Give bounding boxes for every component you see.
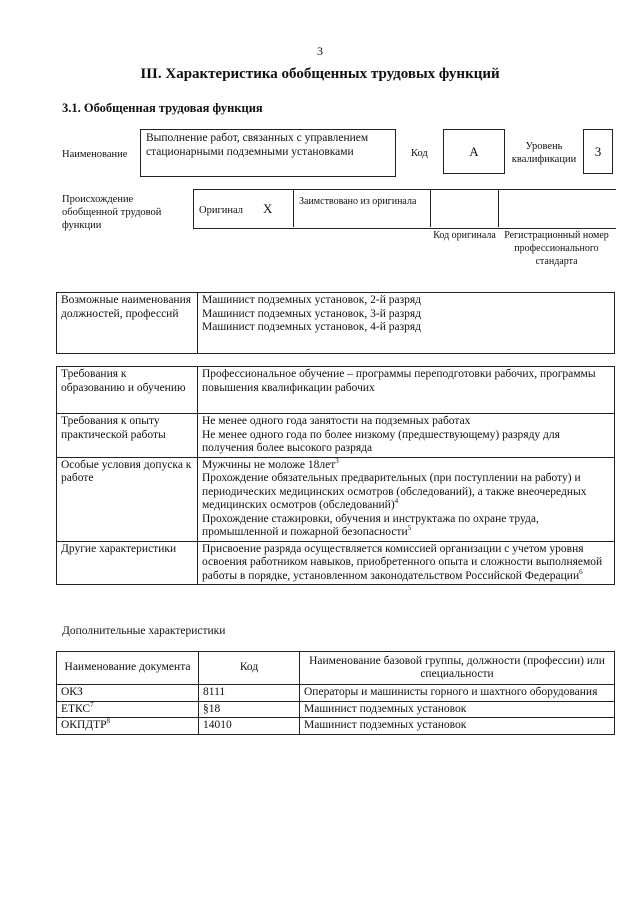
doc-name: ЕТКС	[61, 702, 91, 715]
list-item: Машинист подземных установок, 4-й разряд	[202, 321, 422, 333]
additional-table	[56, 651, 615, 735]
original-mark: Х	[263, 201, 273, 216]
requirement-line-text: Прохождение обязательных предварительных (при поступлении на работу) и периодических медицинских осмотров (обследований), а также внеочередных медицинских осмотров (обследований)	[202, 472, 587, 511]
footnote-marker: 7	[90, 700, 94, 709]
requirement-label: Требования к образованию и обучению	[57, 367, 198, 414]
footnote-marker: 4	[394, 497, 399, 506]
level-value: 3	[594, 143, 602, 159]
reg-number-caption: Регистрационный номер профессионального стандарта	[504, 230, 609, 267]
doc-cell	[57, 701, 199, 718]
code-value-box	[443, 129, 505, 174]
requirement-value	[198, 541, 615, 585]
list-item: Машинист подземных установок, 3-й разряд	[202, 307, 422, 320]
requirement-line: Профессиональное обучение – программы переподготовки рабочих, программы повышения квалификации рабочих	[202, 368, 596, 394]
original-code-caption: Код оригинала	[433, 230, 496, 241]
requirement-line	[202, 513, 610, 540]
requirement-label: Другие характеристики	[57, 541, 198, 585]
name-cell: Машинист подземных установок	[300, 718, 615, 735]
function-name-box	[140, 129, 396, 177]
code-cell: §18	[199, 701, 300, 718]
doc-cell	[57, 685, 199, 702]
footnote-marker: 3	[335, 456, 339, 465]
list-item: Машинист подземных установок, 2-й разряд	[202, 294, 422, 306]
table-row	[57, 457, 615, 541]
requirement-value	[198, 367, 615, 414]
name-label: Наименование	[62, 149, 128, 160]
requirement-label: Особые условия допуска к работе	[57, 457, 198, 541]
table-row	[57, 685, 615, 702]
requirement-line-text: Присвоение разряда осуществляется комиссией организации с учетом уровня освоения работником навыков, приобретенного опыта и сложности выполняемой работы в порядке, установленном законодательством Российской Федерации	[202, 542, 603, 582]
requirement-line: Не менее одного года занятости на подземных работах	[202, 415, 471, 427]
header-cell: Наименование базовой группы, должности (профессии) или специальности	[300, 652, 615, 685]
header-cell: Код	[199, 652, 300, 685]
section-title: III. Характеристика обобщенных трудовых функций	[140, 66, 500, 82]
requirement-line	[202, 456, 610, 473]
divider	[293, 189, 294, 227]
code-label: Код	[411, 148, 428, 159]
requirement-line	[202, 472, 610, 513]
table-row	[57, 367, 615, 414]
requirement-line: Не менее одного года по более низкому (предшествующему) разряду для получения более высокого разряда	[202, 428, 560, 454]
level-label: Уровень квалификации	[511, 141, 577, 165]
function-name-value: Выполнение работ, связанных с управлением стационарными подземными установками	[146, 132, 369, 158]
doc-name: ОКЗ	[61, 686, 83, 698]
positions-label: Возможные наименования должностей, профессий	[57, 293, 198, 354]
header-cell: Наименование документа	[57, 652, 199, 685]
name-cell: Операторы и машинисты горного и шахтного оборудования	[300, 685, 615, 702]
code-value: А	[469, 143, 479, 159]
additional-title: Дополнительные характеристики	[62, 625, 226, 637]
original-label: Оригинал	[199, 205, 243, 216]
table-header-row	[57, 652, 615, 685]
page-number: 3	[317, 44, 323, 58]
table-row	[57, 541, 615, 585]
doc-name: ОКПДТР	[61, 719, 107, 731]
code-cell: 14010	[199, 718, 300, 735]
table-row	[57, 701, 615, 718]
divider	[498, 189, 499, 227]
doc-cell	[57, 718, 199, 735]
borrowed-label: Заимствовано из оригинала	[299, 196, 417, 207]
footnote-marker: 8	[106, 717, 111, 726]
divider	[430, 189, 431, 227]
name-cell: Машинист подземных установок	[300, 701, 615, 718]
requirement-line-text: Мужчины не моложе 18лет	[202, 458, 336, 471]
positions-table	[56, 292, 615, 354]
requirement-value	[198, 457, 615, 541]
table-row	[57, 414, 615, 458]
code-cell: 8111	[199, 685, 300, 702]
requirement-value	[198, 414, 615, 458]
table-row	[57, 293, 615, 354]
footnote-marker: 6	[579, 567, 583, 576]
origin-label: Происхождение обобщенной трудовой функции	[62, 194, 162, 231]
requirement-line-text: Прохождение стажировки, обучения и инструктажа по охране труда, промышленной и пожарной безопасности	[202, 512, 539, 538]
requirement-line	[202, 543, 610, 584]
requirement-label: Требования к опыту практической работы	[57, 414, 198, 458]
level-value-box	[583, 129, 613, 174]
table-row	[57, 718, 615, 735]
requirements-table	[56, 366, 615, 585]
positions-list	[198, 293, 615, 354]
subsection-title: 3.1. Обобщенная трудовая функция	[62, 101, 263, 115]
footnote-marker: 5	[407, 524, 412, 533]
